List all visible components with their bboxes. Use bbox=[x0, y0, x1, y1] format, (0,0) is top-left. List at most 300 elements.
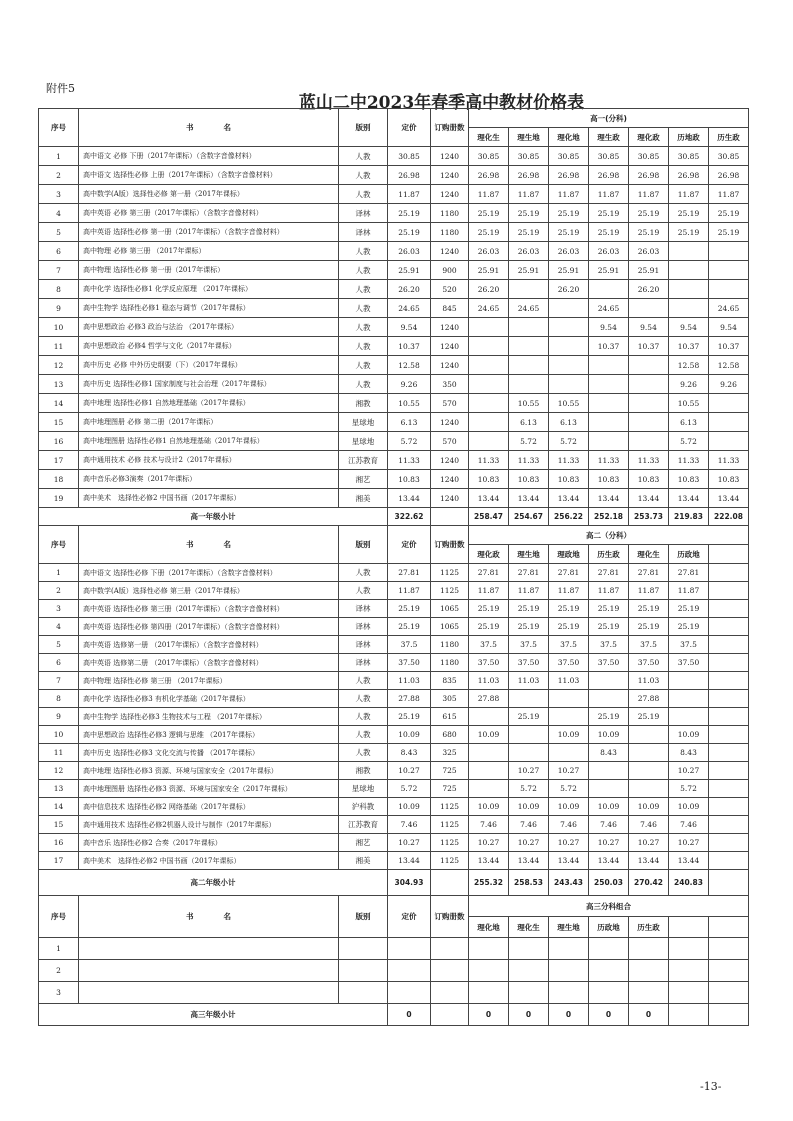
row-number: 13 bbox=[39, 780, 79, 798]
subject-combo-header: 理生地 bbox=[549, 917, 589, 938]
combo-price: 10.27 bbox=[509, 834, 549, 852]
row-number: 1 bbox=[39, 147, 79, 166]
combo-price bbox=[469, 744, 509, 762]
combo-price: 10.09 bbox=[549, 798, 589, 816]
combo-price: 26.03 bbox=[509, 242, 549, 261]
price: 10.55 bbox=[388, 394, 431, 413]
combo-price: 9.54 bbox=[709, 318, 749, 337]
subtotal-combo: 258.53 bbox=[509, 870, 549, 896]
combo-price: 10.83 bbox=[509, 470, 549, 489]
combo-price: 10.37 bbox=[629, 337, 669, 356]
combo-price: 9.26 bbox=[709, 375, 749, 394]
table-row bbox=[39, 938, 749, 960]
combo-price: 26.03 bbox=[549, 242, 589, 261]
subtotal-combo: 0 bbox=[629, 1004, 669, 1026]
combo-price: 27.81 bbox=[669, 564, 709, 582]
seq-header: 序号 bbox=[39, 109, 79, 147]
order-qty: 1180 bbox=[431, 636, 469, 654]
publisher bbox=[339, 960, 388, 982]
book-name: 高中英语 必修 第三册（2017年课标）（含数字音像材料） bbox=[79, 204, 339, 223]
book-name: 高中物理 选择性必修 第一册（2017年课标） bbox=[79, 261, 339, 280]
combo-price: 7.46 bbox=[589, 816, 629, 834]
order-qty: 1180 bbox=[431, 654, 469, 672]
subtotal-combo: 258.47 bbox=[469, 508, 509, 526]
combo-price bbox=[669, 938, 709, 960]
combo-price: 25.19 bbox=[549, 618, 589, 636]
publisher: 星球地 bbox=[339, 413, 388, 432]
combo-price bbox=[709, 600, 749, 618]
combo-price: 25.19 bbox=[669, 223, 709, 242]
table-row bbox=[39, 582, 749, 600]
combo-price: 10.83 bbox=[629, 470, 669, 489]
combo-price: 13.44 bbox=[469, 489, 509, 508]
price: 10.27 bbox=[388, 762, 431, 780]
combo-price: 11.87 bbox=[589, 185, 629, 204]
attachment-label: 附件5 bbox=[46, 82, 75, 95]
combo-price: 7.46 bbox=[549, 816, 589, 834]
subtotal-combo: 250.03 bbox=[589, 870, 629, 896]
combo-price: 27.81 bbox=[469, 564, 509, 582]
order-qty: 680 bbox=[431, 726, 469, 744]
combo-price: 27.81 bbox=[509, 564, 549, 582]
order-qty: 1240 bbox=[431, 337, 469, 356]
table-row bbox=[39, 564, 749, 582]
subtotal-combo: 255.32 bbox=[469, 870, 509, 896]
order-qty: 520 bbox=[431, 280, 469, 299]
row-number: 14 bbox=[39, 394, 79, 413]
price: 10.27 bbox=[388, 834, 431, 852]
combo-price: 25.19 bbox=[549, 600, 589, 618]
row-number: 9 bbox=[39, 299, 79, 318]
table-row bbox=[39, 780, 749, 798]
combo-price: 10.27 bbox=[629, 834, 669, 852]
combo-price: 27.81 bbox=[629, 564, 669, 582]
combo-price: 24.65 bbox=[469, 299, 509, 318]
row-number: 16 bbox=[39, 834, 79, 852]
combo-price: 25.19 bbox=[629, 600, 669, 618]
combo-price: 10.55 bbox=[509, 394, 549, 413]
combo-price: 26.98 bbox=[509, 166, 549, 185]
combo-price: 24.65 bbox=[589, 299, 629, 318]
table-row bbox=[39, 204, 749, 223]
book-name: 高中英语 选择性必修 第三册（2017年课标）（含数字音像材料） bbox=[79, 600, 339, 618]
combo-price: 6.13 bbox=[549, 413, 589, 432]
table-row bbox=[39, 280, 749, 299]
publisher: 人教 bbox=[339, 726, 388, 744]
row-number: 2 bbox=[39, 582, 79, 600]
book-name: 高中美术 选择性必修2 中国书画（2017年课标） bbox=[79, 489, 339, 508]
combo-price: 25.19 bbox=[509, 708, 549, 726]
price: 11.33 bbox=[388, 451, 431, 470]
subtotal-combo: 243.43 bbox=[549, 870, 589, 896]
combo-price: 25.19 bbox=[589, 223, 629, 242]
book-name: 高中数学(A版）选择性必修 第三册（2017年课标） bbox=[79, 582, 339, 600]
row-number: 16 bbox=[39, 432, 79, 451]
book-name: 高中语文 选择性必修 上册（2017年课标）（含数字音像材料） bbox=[79, 166, 339, 185]
publisher: 人教 bbox=[339, 166, 388, 185]
price: 25.19 bbox=[388, 600, 431, 618]
combo-price: 11.87 bbox=[509, 582, 549, 600]
book-name: 高中思想政治 必修3 政治与法治 （2017年课标） bbox=[79, 318, 339, 337]
combo-price: 11.33 bbox=[509, 451, 549, 470]
publisher: 人教 bbox=[339, 672, 388, 690]
price: 10.83 bbox=[388, 470, 431, 489]
combo-price: 25.19 bbox=[629, 708, 669, 726]
order-qty: 845 bbox=[431, 299, 469, 318]
combo-price: 26.98 bbox=[709, 166, 749, 185]
combo-price bbox=[509, 337, 549, 356]
subject-combo-header: 历生政 bbox=[629, 917, 669, 938]
combo-price: 13.44 bbox=[589, 852, 629, 870]
publisher: 人教 bbox=[339, 356, 388, 375]
combo-price: 26.98 bbox=[549, 166, 589, 185]
subject-combo-header: 理生地 bbox=[509, 128, 549, 147]
combo-price: 11.87 bbox=[629, 185, 669, 204]
price: 26.20 bbox=[388, 280, 431, 299]
book-name: 高中历史 选择性必修3 文化交流与传播 （2017年课标） bbox=[79, 744, 339, 762]
combo-price: 13.44 bbox=[709, 489, 749, 508]
header-row bbox=[39, 896, 749, 917]
combo-price: 26.98 bbox=[469, 166, 509, 185]
combo-price: 25.19 bbox=[669, 618, 709, 636]
publisher: 译林 bbox=[339, 600, 388, 618]
combo-price: 11.87 bbox=[669, 185, 709, 204]
combo-price bbox=[709, 242, 749, 261]
combo-price: 37.5 bbox=[629, 636, 669, 654]
book-name: 高中思想政治 选择性必修3 逻辑与思维 （2017年课标） bbox=[79, 726, 339, 744]
combo-price: 37.5 bbox=[589, 636, 629, 654]
combo-price: 25.19 bbox=[549, 204, 589, 223]
combo-price: 27.81 bbox=[589, 564, 629, 582]
row-number: 9 bbox=[39, 708, 79, 726]
combo-price bbox=[629, 744, 669, 762]
subtotal-qty bbox=[431, 1004, 469, 1026]
combo-price bbox=[509, 744, 549, 762]
price: 13.44 bbox=[388, 489, 431, 508]
combo-price: 26.20 bbox=[549, 280, 589, 299]
combo-price: 26.03 bbox=[469, 242, 509, 261]
table-row bbox=[39, 726, 749, 744]
combo-price bbox=[629, 762, 669, 780]
book-name: 高中信息技术 选择性必修2 网络基础（2017年课标） bbox=[79, 798, 339, 816]
table-row bbox=[39, 166, 749, 185]
price: 7.46 bbox=[388, 816, 431, 834]
combo-price: 11.87 bbox=[549, 582, 589, 600]
combo-price bbox=[509, 375, 549, 394]
combo-price: 10.09 bbox=[629, 798, 669, 816]
combo-price: 37.50 bbox=[629, 654, 669, 672]
book-name: 高中英语 选择性必修 第一册（2017年课标）（含数字音像材料） bbox=[79, 223, 339, 242]
combo-price bbox=[629, 780, 669, 798]
combo-price: 11.33 bbox=[589, 451, 629, 470]
table-row bbox=[39, 744, 749, 762]
subtotal-combo: 0 bbox=[469, 1004, 509, 1026]
combo-price bbox=[709, 690, 749, 708]
combo-price: 25.19 bbox=[669, 204, 709, 223]
publisher: 译林 bbox=[339, 636, 388, 654]
combo-price: 25.91 bbox=[509, 261, 549, 280]
combo-price: 10.09 bbox=[669, 726, 709, 744]
row-number: 18 bbox=[39, 470, 79, 489]
order-qty: 1240 bbox=[431, 413, 469, 432]
combo-price bbox=[709, 618, 749, 636]
table-row bbox=[39, 600, 749, 618]
publisher: 沪科教 bbox=[339, 798, 388, 816]
publisher: 译林 bbox=[339, 618, 388, 636]
table-row bbox=[39, 470, 749, 489]
book-name bbox=[79, 960, 339, 982]
combo-price bbox=[549, 708, 589, 726]
subject-combo-header: 理化地 bbox=[549, 128, 589, 147]
publisher: 湘美 bbox=[339, 852, 388, 870]
combo-price bbox=[549, 982, 589, 1004]
order-qty: 1065 bbox=[431, 618, 469, 636]
row-number: 17 bbox=[39, 852, 79, 870]
combo-price bbox=[629, 982, 669, 1004]
combo-price: 25.91 bbox=[549, 261, 589, 280]
table-row bbox=[39, 261, 749, 280]
order-qty: 1240 bbox=[431, 242, 469, 261]
row-number: 8 bbox=[39, 690, 79, 708]
subject-combo-header: 理化政 bbox=[469, 545, 509, 564]
combo-price bbox=[589, 960, 629, 982]
combo-price: 10.09 bbox=[589, 726, 629, 744]
book-name: 高中化学 选择性必修1 化学反应原理 （2017年课标） bbox=[79, 280, 339, 299]
combo-price: 10.09 bbox=[669, 798, 709, 816]
combo-price: 11.87 bbox=[469, 185, 509, 204]
price-header: 定价 bbox=[388, 526, 431, 564]
order-qty bbox=[431, 960, 469, 982]
combo-price bbox=[709, 654, 749, 672]
book-name: 高中语文 选择性必修 下册（2017年课标）（含数字音像材料） bbox=[79, 564, 339, 582]
combo-price bbox=[709, 852, 749, 870]
combo-price bbox=[589, 672, 629, 690]
book-name bbox=[79, 982, 339, 1004]
combo-price bbox=[709, 394, 749, 413]
combo-price bbox=[509, 356, 549, 375]
combo-price bbox=[709, 726, 749, 744]
price: 8.43 bbox=[388, 744, 431, 762]
combo-price bbox=[709, 816, 749, 834]
combo-price: 11.03 bbox=[509, 672, 549, 690]
row-number: 15 bbox=[39, 413, 79, 432]
book-name: 高中生物学 选择性必修1 稳态与调节（2017年课标） bbox=[79, 299, 339, 318]
subtotal-combo: 254.67 bbox=[509, 508, 549, 526]
combo-price bbox=[549, 337, 589, 356]
combo-price: 5.72 bbox=[669, 432, 709, 451]
book-name: 高中数学(A版）选择性必修 第一册（2017年课标） bbox=[79, 185, 339, 204]
subject-group-header: 高一(分科) bbox=[469, 109, 749, 128]
row-number: 7 bbox=[39, 672, 79, 690]
subject-combo-header: 理化生 bbox=[509, 917, 549, 938]
table-row bbox=[39, 690, 749, 708]
combo-price: 10.27 bbox=[469, 834, 509, 852]
combo-price: 10.83 bbox=[709, 470, 749, 489]
combo-price: 11.87 bbox=[629, 582, 669, 600]
price: 24.65 bbox=[388, 299, 431, 318]
row-number: 13 bbox=[39, 375, 79, 394]
combo-price bbox=[469, 938, 509, 960]
subtotal-combo: 253.73 bbox=[629, 508, 669, 526]
row-number: 5 bbox=[39, 223, 79, 242]
combo-price bbox=[709, 762, 749, 780]
order-qty: 1240 bbox=[431, 185, 469, 204]
combo-price: 27.88 bbox=[469, 690, 509, 708]
combo-price: 25.19 bbox=[509, 223, 549, 242]
combo-price: 10.09 bbox=[509, 798, 549, 816]
combo-price: 13.44 bbox=[629, 489, 669, 508]
combo-price: 25.19 bbox=[629, 223, 669, 242]
row-number: 10 bbox=[39, 726, 79, 744]
combo-price: 30.85 bbox=[509, 147, 549, 166]
combo-price: 10.83 bbox=[589, 470, 629, 489]
price: 10.09 bbox=[388, 798, 431, 816]
order-qty: 1180 bbox=[431, 223, 469, 242]
combo-price: 25.19 bbox=[509, 618, 549, 636]
combo-price: 25.91 bbox=[589, 261, 629, 280]
table-row bbox=[39, 816, 749, 834]
subject-combo-header bbox=[709, 545, 749, 564]
combo-price: 13.44 bbox=[509, 489, 549, 508]
subtotal-row bbox=[39, 1004, 749, 1026]
combo-price: 27.81 bbox=[549, 564, 589, 582]
subtotal-combo: 222.08 bbox=[709, 508, 749, 526]
row-number: 15 bbox=[39, 816, 79, 834]
combo-price: 5.72 bbox=[549, 780, 589, 798]
combo-price: 37.5 bbox=[469, 636, 509, 654]
publisher: 人教 bbox=[339, 708, 388, 726]
combo-price bbox=[669, 242, 709, 261]
order-qty: 1125 bbox=[431, 834, 469, 852]
combo-price: 11.33 bbox=[629, 451, 669, 470]
price: 11.87 bbox=[388, 185, 431, 204]
subtotal-label: 高三年级小计 bbox=[39, 1004, 388, 1026]
table-row bbox=[39, 798, 749, 816]
publisher: 译林 bbox=[339, 204, 388, 223]
seq-header: 序号 bbox=[39, 896, 79, 938]
publisher: 湘艺 bbox=[339, 470, 388, 489]
price-header: 定价 bbox=[388, 896, 431, 938]
row-number: 11 bbox=[39, 337, 79, 356]
combo-price: 25.19 bbox=[509, 204, 549, 223]
combo-price: 25.19 bbox=[469, 618, 509, 636]
table-row bbox=[39, 708, 749, 726]
combo-price: 30.85 bbox=[669, 147, 709, 166]
combo-price: 30.85 bbox=[549, 147, 589, 166]
combo-price: 25.19 bbox=[549, 223, 589, 242]
subtotal-combo bbox=[709, 870, 749, 896]
combo-price: 25.19 bbox=[709, 223, 749, 242]
order-qty: 1125 bbox=[431, 564, 469, 582]
subject-combo-header: 理化政 bbox=[629, 128, 669, 147]
combo-price bbox=[509, 938, 549, 960]
order-qty: 1180 bbox=[431, 204, 469, 223]
combo-price bbox=[709, 564, 749, 582]
price bbox=[388, 938, 431, 960]
table-row bbox=[39, 982, 749, 1004]
order-qty: 900 bbox=[431, 261, 469, 280]
combo-price: 37.50 bbox=[589, 654, 629, 672]
combo-price: 37.50 bbox=[669, 654, 709, 672]
subject-combo-header bbox=[709, 917, 749, 938]
combo-price: 9.26 bbox=[669, 375, 709, 394]
book-name: 高中地理 选择性必修1 自然地理基础（2017年课标） bbox=[79, 394, 339, 413]
table-row bbox=[39, 672, 749, 690]
row-number: 8 bbox=[39, 280, 79, 299]
book-name bbox=[79, 938, 339, 960]
book-name-header: 书 名 bbox=[79, 896, 339, 938]
table-row bbox=[39, 451, 749, 470]
combo-price: 25.19 bbox=[469, 223, 509, 242]
order-qty: 1125 bbox=[431, 582, 469, 600]
publisher: 人教 bbox=[339, 564, 388, 582]
subtotal-qty bbox=[431, 870, 469, 896]
combo-price bbox=[549, 960, 589, 982]
order-qty: 1065 bbox=[431, 600, 469, 618]
combo-price: 10.09 bbox=[589, 798, 629, 816]
book-name: 高中音乐 选择性必修2 合奏（2017年课标） bbox=[79, 834, 339, 852]
publisher: 译林 bbox=[339, 654, 388, 672]
grade3-price-table bbox=[38, 895, 749, 1026]
combo-price: 11.03 bbox=[549, 672, 589, 690]
combo-price bbox=[629, 394, 669, 413]
combo-price bbox=[709, 672, 749, 690]
combo-price: 30.85 bbox=[629, 147, 669, 166]
combo-price bbox=[549, 375, 589, 394]
combo-price: 25.91 bbox=[629, 261, 669, 280]
combo-price: 26.03 bbox=[629, 242, 669, 261]
combo-price: 26.20 bbox=[629, 280, 669, 299]
combo-price: 26.20 bbox=[469, 280, 509, 299]
table-row bbox=[39, 337, 749, 356]
combo-price: 10.27 bbox=[549, 762, 589, 780]
combo-price bbox=[589, 413, 629, 432]
combo-price: 37.50 bbox=[549, 654, 589, 672]
combo-price: 26.98 bbox=[669, 166, 709, 185]
combo-price bbox=[629, 375, 669, 394]
row-number: 6 bbox=[39, 654, 79, 672]
combo-price: 11.87 bbox=[589, 582, 629, 600]
table-row bbox=[39, 223, 749, 242]
order-qty-header: 订购册数 bbox=[431, 526, 469, 564]
combo-price: 11.33 bbox=[669, 451, 709, 470]
combo-price: 10.55 bbox=[669, 394, 709, 413]
combo-price bbox=[469, 413, 509, 432]
combo-price bbox=[629, 356, 669, 375]
subtotal-combo: 0 bbox=[509, 1004, 549, 1026]
combo-price: 13.44 bbox=[549, 489, 589, 508]
publisher: 人教 bbox=[339, 582, 388, 600]
combo-price: 10.83 bbox=[669, 470, 709, 489]
row-number: 2 bbox=[39, 166, 79, 185]
combo-price: 11.87 bbox=[669, 582, 709, 600]
combo-price: 5.72 bbox=[549, 432, 589, 451]
combo-price: 9.54 bbox=[589, 318, 629, 337]
price: 27.81 bbox=[388, 564, 431, 582]
table-row bbox=[39, 654, 749, 672]
publisher: 湘教 bbox=[339, 762, 388, 780]
combo-price: 8.43 bbox=[589, 744, 629, 762]
subtotal-qty bbox=[431, 508, 469, 526]
order-qty: 1240 bbox=[431, 470, 469, 489]
table-row bbox=[39, 394, 749, 413]
combo-price bbox=[469, 356, 509, 375]
subject-combo-header: 历生政 bbox=[589, 545, 629, 564]
combo-price bbox=[709, 982, 749, 1004]
subtotal-row bbox=[39, 870, 749, 896]
combo-price: 37.5 bbox=[509, 636, 549, 654]
combo-price bbox=[509, 280, 549, 299]
